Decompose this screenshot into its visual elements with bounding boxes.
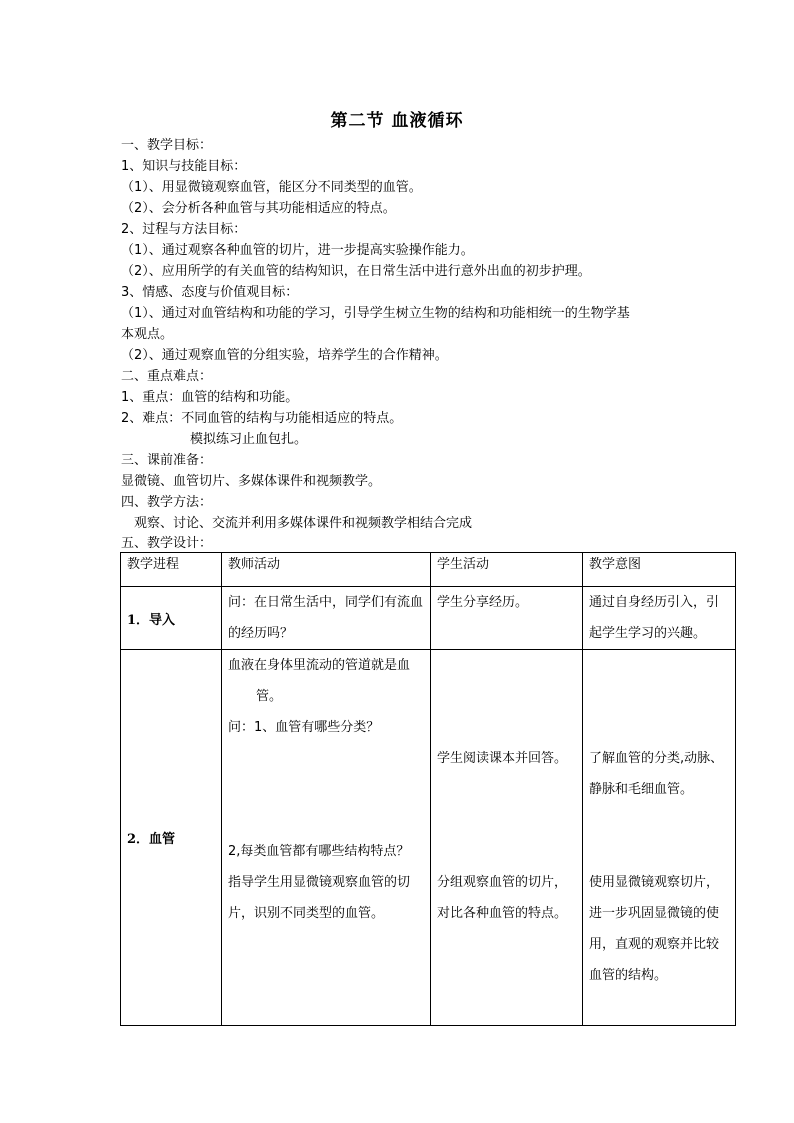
header-cell: 教师活动 <box>222 553 431 587</box>
table-header-row <box>121 553 736 587</box>
student-cell <box>431 650 583 1026</box>
key-point-item-continued: 模拟练习止血包扎。 <box>190 432 308 447</box>
methods-text: 观察、讨论、交流并利用多媒体课件和视频教学相结合完成 <box>134 516 473 531</box>
subheading-knowledge-skills: 1、知识与技能目标： <box>121 159 247 174</box>
header-cell: 教学进程 <box>121 553 222 587</box>
teaching-intent: 了解血管的分类,动脉、静脉和毛细血管。 <box>589 751 724 797</box>
teacher-activity: 血液在身体里流动的管道就是血 <box>228 658 411 673</box>
subheading-attitudes-values: 3、情感、态度与价值观目标： <box>121 285 299 300</box>
student-activity: 学生阅读课本并回答。 <box>437 751 568 766</box>
teacher-activity: 问：在日常生活中，同学们有流血的经历吗？ <box>228 595 424 641</box>
section-heading-methods: 四、教学方法： <box>121 495 213 510</box>
teacher-cell <box>222 587 431 650</box>
teacher-question: 2,每类血管都有哪些结构特点？ <box>228 844 410 859</box>
teacher-activity: 管。 <box>256 689 283 704</box>
stage-cell <box>121 650 222 1026</box>
key-point-item: 1、重点：血管的结构和功能。 <box>121 390 299 405</box>
table-row <box>121 587 736 650</box>
key-point-item: 2、难点：不同血管的结构与功能相适应的特点。 <box>121 411 403 426</box>
goal-item: （2）、会分析各种血管与其功能相适应的特点。 <box>121 201 396 216</box>
goal-item: （2）、通过观察血管的分组实验，培养学生的合作精神。 <box>121 348 448 363</box>
stage-cell <box>121 587 222 650</box>
teaching-design-table <box>120 552 736 1026</box>
stage-label: 2．血管 <box>127 832 176 847</box>
section-heading-preparation: 三、课前准备： <box>121 453 213 468</box>
section-heading-design: 五、教学设计： <box>121 536 213 551</box>
student-activity: 分组观察血管的切片，对比各种血管的特点。 <box>437 875 568 921</box>
preparation-text: 显微镜、血管切片、多媒体课件和视频教学。 <box>121 474 382 489</box>
goal-item: （1）、通过观察各种血管的切片，进一步提高实验操作能力。 <box>121 243 474 258</box>
header-cell: 学生活动 <box>431 553 583 587</box>
goal-item-continued: 本观点。 <box>121 327 174 342</box>
student-activity: 学生分享经历。 <box>437 595 529 610</box>
header-cell: 教学意图 <box>583 553 736 587</box>
intent-cell <box>583 650 736 1026</box>
teacher-cell <box>222 650 431 1026</box>
goal-item: （1）、通过对血管结构和功能的学习，引导学生树立生物的结构和功能相统一的生物学基 <box>121 306 630 321</box>
section-heading-goals: 一、教学目标： <box>121 138 213 153</box>
table-row <box>121 650 736 1026</box>
goal-item: （2）、应用所学的有关血管的结构知识，在日常生活中进行意外出血的初步护理。 <box>121 264 591 279</box>
subheading-process-methods: 2、过程与方法目标： <box>121 222 247 237</box>
goal-item: （1）、用显微镜观察血管，能区分不同类型的血管。 <box>121 180 422 195</box>
teacher-question: 问：1、血管有哪些分类？ <box>228 720 380 735</box>
page-title: 第二节 血液循环 <box>330 111 464 131</box>
teacher-activity: 指导学生用显微镜观察血管的切片，识别不同类型的血管。 <box>228 875 411 921</box>
teaching-intent: 通过自身经历引入，引起学生学习的兴趣。 <box>589 595 720 641</box>
teaching-intent: 使用显微镜观察切片，进一步巩固显微镜的使用，直观的观察并比较血管的结构。 <box>589 875 720 983</box>
intent-cell <box>583 587 736 650</box>
student-cell <box>431 587 583 650</box>
section-heading-key-points: 二、重点难点： <box>121 369 213 384</box>
stage-label: 1．导入 <box>127 612 176 628</box>
